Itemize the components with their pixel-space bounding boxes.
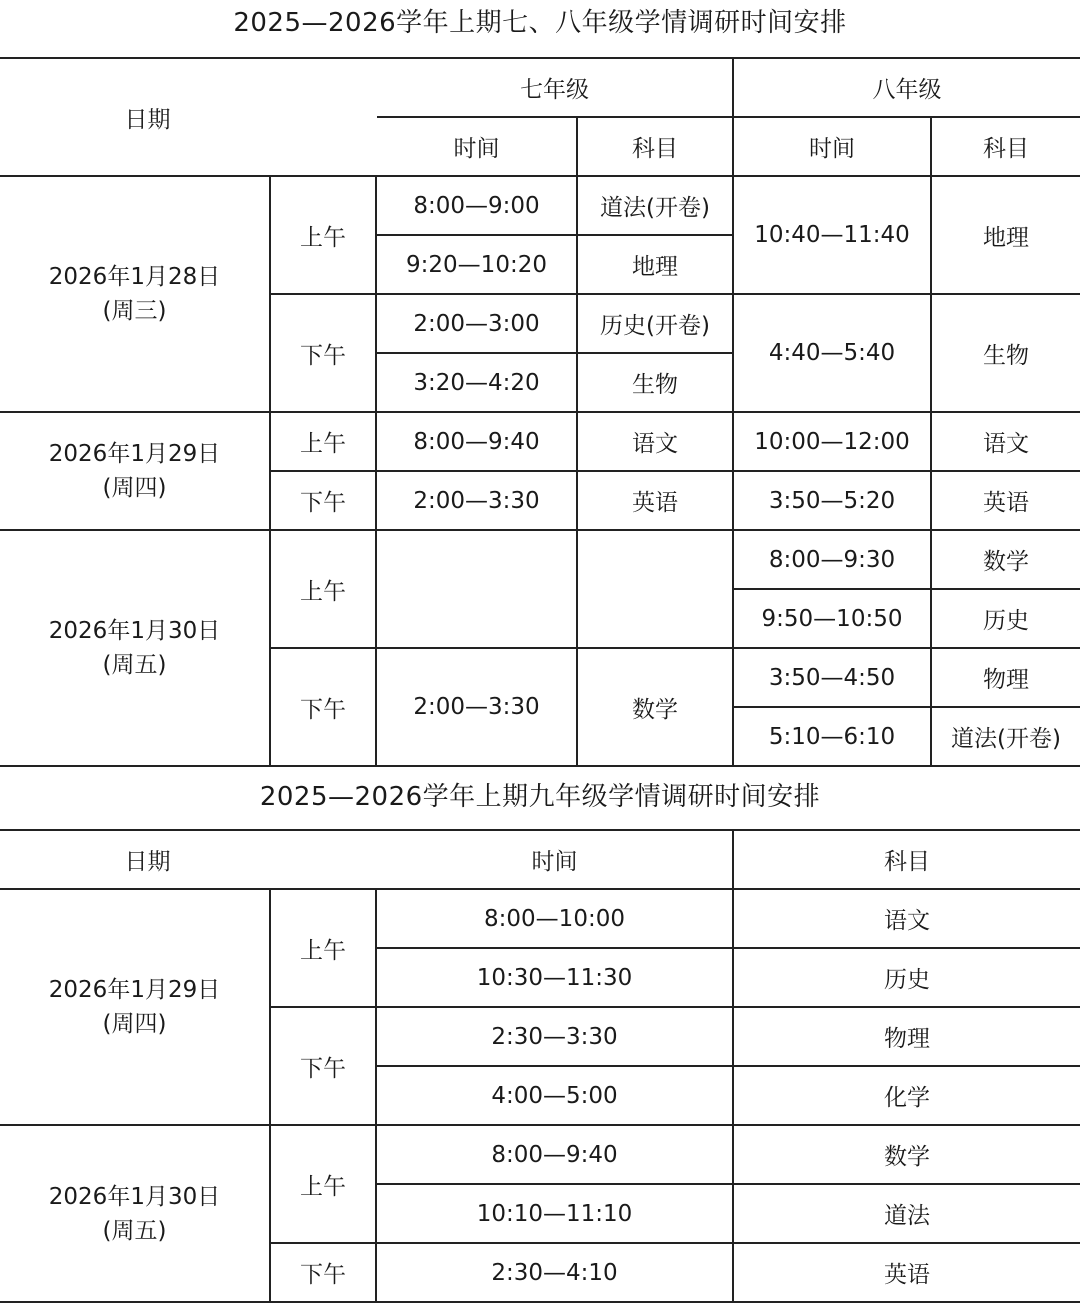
- period-pm: 下午: [270, 648, 376, 766]
- date-cell: [0, 176, 270, 412]
- table-cell: 10:00—12:00: [733, 412, 931, 471]
- table-cell: 2:30—4:10: [376, 1243, 733, 1302]
- date-text: 2026年1月30日: [48, 1183, 221, 1210]
- table-cell: 9:50—10:50: [733, 589, 931, 648]
- empty-cell: [577, 530, 733, 648]
- table-cell: 生物: [577, 353, 733, 412]
- table-cell: 8:00—9:40: [376, 412, 577, 471]
- table-cell: 9:20—10:20: [376, 235, 577, 294]
- table-cell: 物理: [733, 1007, 1080, 1066]
- table-cell: 3:50—4:50: [733, 648, 931, 707]
- table-cell: 道法(开卷): [931, 707, 1080, 766]
- period-pm: 下午: [270, 1007, 376, 1125]
- table-cell: 道法(开卷): [577, 176, 733, 235]
- period-pm: 下午: [270, 294, 376, 412]
- date-cell: [0, 530, 270, 766]
- weekday-text: (周五): [102, 1217, 167, 1244]
- period-am: 上午: [270, 530, 376, 648]
- table-cell: 4:00—5:00: [376, 1066, 733, 1125]
- table-cell: 2:00—3:30: [376, 648, 577, 766]
- weekday-text: (周四): [102, 1011, 167, 1037]
- table-cell: 2:30—3:30: [376, 1007, 733, 1066]
- grade-7-8-schedule-table: [0, 57, 1080, 767]
- period-am: 上午: [270, 176, 376, 294]
- date-cell: [0, 889, 270, 1125]
- table-cell: 地理: [931, 176, 1080, 294]
- subject-header: 科目: [733, 830, 1080, 889]
- table-cell: 数学: [577, 648, 733, 766]
- date-text: 2026年1月28日: [48, 264, 221, 290]
- table-cell: 地理: [577, 235, 733, 294]
- period-pm: 下午: [270, 471, 376, 530]
- period-am: 上午: [270, 889, 376, 1007]
- date-text: 2026年1月29日: [48, 441, 221, 467]
- table-cell: 数学: [733, 1125, 1080, 1184]
- table-cell: 2:00—3:30: [376, 471, 577, 530]
- period-am: 上午: [270, 412, 376, 471]
- table-cell: 生物: [931, 294, 1080, 412]
- date-cell: [0, 1125, 270, 1302]
- table-cell: 英语: [577, 471, 733, 530]
- table-cell: 语文: [931, 412, 1080, 471]
- table-cell: 历史(开卷): [577, 294, 733, 353]
- time-header: 时间: [376, 830, 733, 889]
- grade7-header: 七年级: [376, 58, 733, 117]
- table-cell: 物理: [931, 648, 1080, 707]
- date-text: 2026年1月30日: [48, 618, 221, 644]
- grade-9-schedule-table: [0, 829, 1080, 1303]
- section-title: 2025—2026学年上期九年级学情调研时间安排: [259, 782, 821, 812]
- table-cell: 语文: [577, 412, 733, 471]
- table-cell: 10:40—11:40: [733, 176, 931, 294]
- empty-cell: [376, 530, 577, 648]
- table-cell: 数学: [931, 530, 1080, 589]
- table-cell: 3:50—5:20: [733, 471, 931, 530]
- g7-time-header: 时间: [376, 117, 577, 176]
- table-cell: 英语: [931, 471, 1080, 530]
- grade8-header: 八年级: [733, 58, 1080, 117]
- table-cell: 3:20—4:20: [376, 353, 577, 412]
- table-cell: 英语: [733, 1243, 1080, 1302]
- table-cell: 2:00—3:00: [376, 294, 577, 353]
- date-cell: [0, 412, 270, 530]
- table-cell: 历史: [733, 948, 1080, 1007]
- table-cell: 10:10—11:10: [376, 1184, 733, 1243]
- table-cell: 4:40—5:40: [733, 294, 931, 412]
- table-cell: 化学: [733, 1066, 1080, 1125]
- g8-time-header: 时间: [733, 117, 931, 176]
- table-cell: 历史: [931, 589, 1080, 648]
- table-cell: 8:00—9:30: [733, 530, 931, 589]
- table-cell: 8:00—10:00: [376, 889, 733, 948]
- weekday-text: (周三): [102, 298, 167, 324]
- page-title: 2025—2026学年上期七、八年级学情调研时间安排: [233, 8, 847, 38]
- weekday-text: (周四): [102, 475, 167, 501]
- g8-subject-header: 科目: [931, 117, 1080, 176]
- table-cell: 8:00—9:40: [376, 1125, 733, 1184]
- date-header: 日期: [0, 58, 376, 176]
- table-cell: 10:30—11:30: [376, 948, 733, 1007]
- table-cell: 5:10—6:10: [733, 707, 931, 766]
- table-cell: 8:00—9:00: [376, 176, 577, 235]
- period-am: 上午: [270, 1125, 376, 1243]
- table-cell: 道法: [733, 1184, 1080, 1243]
- weekday-text: (周五): [102, 652, 167, 678]
- date-text: 2026年1月29日: [48, 977, 221, 1003]
- g7-subject-header: 科目: [577, 117, 733, 176]
- period-pm: 下午: [270, 1243, 376, 1302]
- date-header: 日期: [0, 830, 376, 889]
- table-cell: 语文: [733, 889, 1080, 948]
